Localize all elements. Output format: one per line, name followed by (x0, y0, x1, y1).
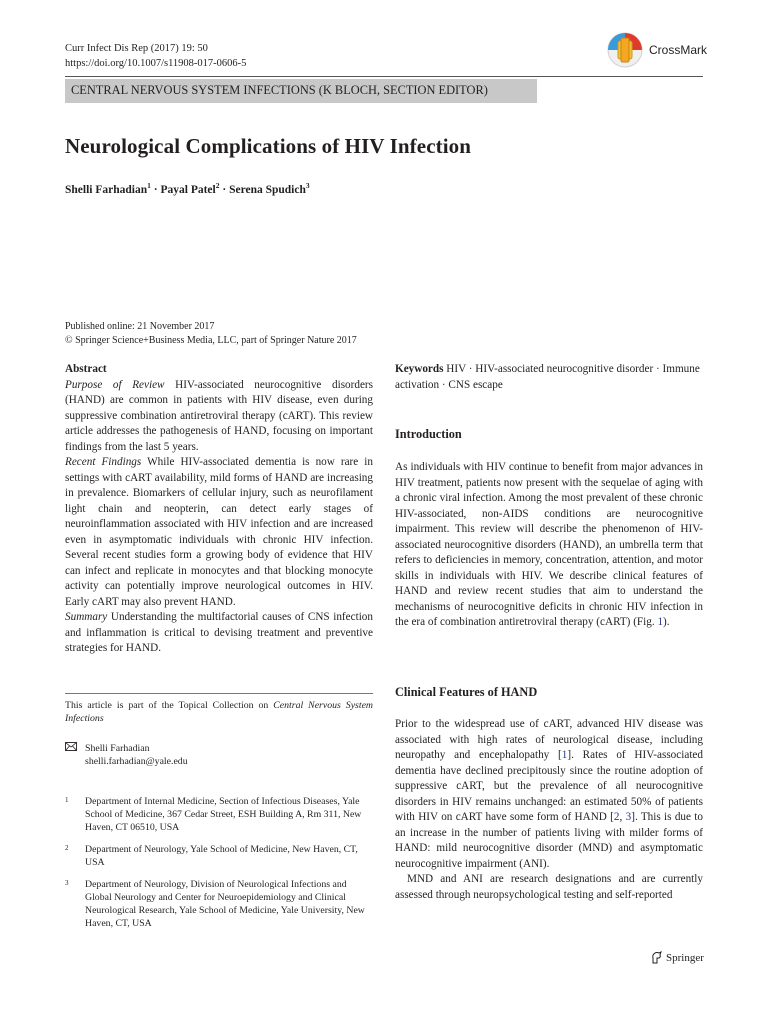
clinical-text: ]. Rates of HIV-associated dementia have declined precipitously since the routine adoption of suppressive cART, but the prevalence of all neurocognitive disorders in HIV remains unchanged: an estimated 50% of patients with HIV on cART have some form of HAND [ (395, 749, 703, 823)
abstract-purpose-label: Purpose of Review (65, 378, 165, 391)
header-rule (65, 76, 703, 77)
publication-info (65, 320, 357, 348)
crossmark-icon (607, 32, 643, 68)
clinical-features-heading: Clinical Features of HAND (395, 685, 538, 699)
corresponding-author (65, 742, 188, 768)
affiliation-item (65, 843, 373, 869)
author-separator: · (219, 183, 230, 196)
article-title: Neurological Complications of HIV Infection (65, 134, 472, 158)
citation-link[interactable]: 2 (613, 811, 620, 823)
affiliation-number: 1 (65, 796, 69, 804)
publisher-name: Springer (666, 951, 704, 964)
topical-collection-note (65, 700, 373, 725)
affiliation-text: Department of Neurology, Division of Neurological Infections and Global Neurology and Center for Neuroepidemiology and Clinical Neurological Research, Yale School of Medicine, Yale University, New Haven, CT, USA (85, 879, 365, 929)
springer-logo (650, 951, 704, 964)
envelope-icon (65, 742, 85, 768)
affiliation-item (65, 878, 373, 930)
abstract-findings (65, 455, 373, 610)
figure-link[interactable]: 1 (657, 616, 664, 628)
keywords (395, 362, 703, 393)
abstract-findings-text: While HIV-associated dementia is now rare in settings with cART availability, mild forms of HAND are increasing in prevalence. Biomarkers of cellular injury, such as neurofilament light chain and neopterin, can detect early stages of neuroinflammation associated with HIV infection and are increased even in asymptomatic individuals with chronic HIV infection. Several recent studies form a growing body of evidence that HIV can infect and replicate in monocytes and that blocking monocyte activity can potentially improve neurological outcomes in HIV. Early cART may also prevent HAND. (65, 456, 373, 608)
abstract-summary-text: Understanding the multifactorial causes of CNS infection and inflammation is critical to devising treatment and preventive strategies for HAND. (65, 611, 373, 654)
introduction-body (395, 460, 703, 631)
keywords-label: Keywords (395, 363, 444, 375)
crossmark-badge[interactable] (607, 32, 707, 68)
abstract-summary-label: Summary (65, 611, 108, 623)
author-name[interactable]: Serena Spudich (229, 183, 306, 196)
citation-separator: , (619, 811, 626, 823)
affiliation-text: Department of Internal Medicine, Section of Infectious Diseases, Yale School of Medicine, 367 Cedar Street, ESH Building A, Rm 311, New Haven, CT 06510, USA (85, 796, 362, 833)
introduction-text-end: ). (663, 616, 670, 628)
divider (65, 693, 373, 694)
contact-email[interactable]: shelli.farhadian@yale.edu (85, 756, 188, 767)
journal-header (65, 41, 246, 71)
author-separator: · (150, 183, 161, 196)
author-affiliation-number: 1 (147, 181, 151, 190)
affiliation-text: Department of Neurology, Yale School of Medicine, New Haven, CT, USA (85, 844, 358, 868)
affiliation-number: 2 (65, 844, 69, 852)
author-name[interactable]: Payal Patel (160, 183, 216, 196)
doi-link[interactable]: https://doi.org/10.1007/s11908-017-0606-5 (65, 58, 247, 69)
topical-prefix: This article is part of the Topical Collection on (65, 700, 274, 711)
crossmark-label: CrossMark (649, 43, 708, 57)
topical-collection-name: Central Nervous System Infections (65, 700, 373, 724)
introduction-text: As individuals with HIV continue to benefit from major advances in HIV treatment, patients now present with the sequelae of aging with a chronic viral infection. Among the most prevalent of these chronic HIV-associated, non-AIDS conditions are neurocognitive impairment. This review will describe the phenomenon of HIV-associated neurocognitive disorders (HAND), an umbrella term that refers to deficiencies in memory, concentration, attention, and motor skills in individuals with HIV. We describe clinical features of HAND and review recent studies that aim to understand the mechanisms of neurocognitive deficits in chronic HIV infection in the era of combination antiretroviral therapy (cART) (Fig. (395, 461, 703, 628)
affiliations (65, 795, 373, 930)
clinical-text: ]. This is due to an increase in the number of patients living with milder forms of HAND: mild neurocognitive disorder (MND) and asymptomatic neurocognitive impairment (ANI). (395, 811, 704, 870)
author-affiliation-number: 2 (215, 181, 220, 190)
abstract-section (65, 362, 373, 657)
abstract-findings-label: Recent Findings (65, 456, 142, 468)
abstract-purpose (65, 378, 373, 456)
author-list (65, 181, 310, 196)
contact-name: Shelli Farhadian (85, 743, 150, 754)
clinical-features-body (395, 717, 703, 903)
affiliation-number: 3 (65, 879, 69, 887)
abstract-heading: Abstract (65, 363, 107, 375)
citation-link[interactable]: 3 (625, 811, 632, 823)
author-name[interactable]: Shelli Farhadian (65, 183, 148, 196)
springer-horse-icon (650, 951, 663, 964)
copyright-notice: © Springer Science+Business Media, LLC, part of Springer Nature 2017 (65, 335, 357, 346)
published-date: Published online: 21 November 2017 (65, 321, 215, 332)
abstract-summary (65, 610, 373, 657)
abstract-purpose-text: HIV-associated neurocognitive disorders (HAND) are common in patients with HIV disease, even during suppressive combination antiretroviral therapy (cART). This review article addresses the pathogenesis of HAND, focusing on important findings from the last 5 years. (65, 378, 374, 453)
affiliation-item (65, 795, 373, 834)
introduction-heading: Introduction (395, 427, 462, 441)
clinical-paragraph (395, 717, 703, 872)
keywords-text: HIV · HIV-associated neurocognitive disorder · Immune activation · CNS escape (395, 363, 700, 391)
journal-citation: Curr Infect Dis Rep (2017) 19: 50 (65, 43, 208, 54)
author-affiliation-number: 3 (305, 181, 310, 190)
citation-link[interactable]: 1 (561, 749, 568, 761)
clinical-paragraph: MND and ANI are research designations and are currently assessed through neuropsychological testing and self-reported (395, 873, 703, 901)
clinical-text: Prior to the widespread use of cART, advanced HIV disease was associated with high rates of neurological disease, including neuropathy and encephalopathy [ (395, 718, 703, 761)
section-banner: CENTRAL NERVOUS SYSTEM INFECTIONS (K BLOCH, SECTION EDITOR) (65, 79, 537, 103)
